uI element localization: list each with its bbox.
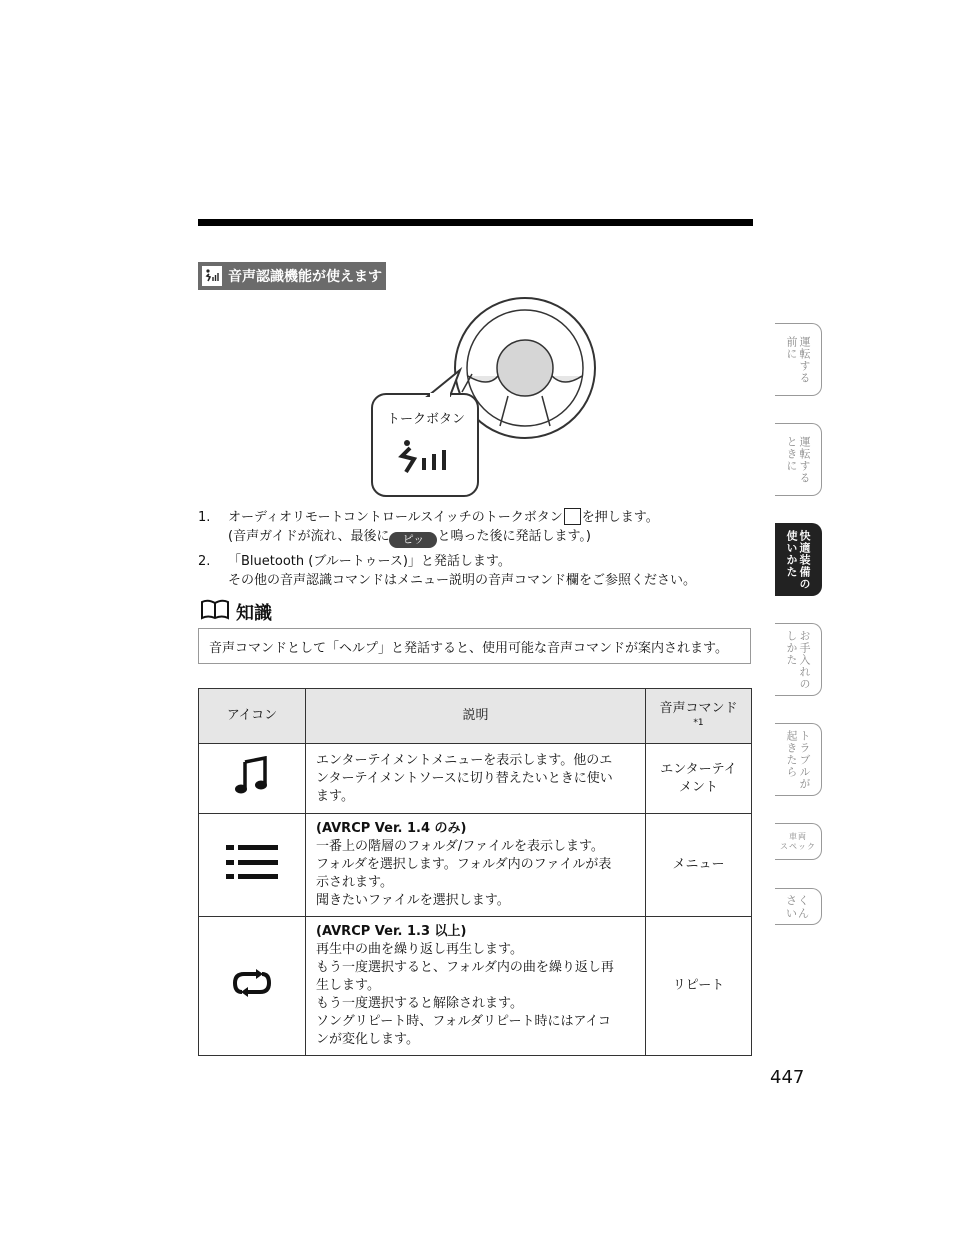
- header-cmd: 音声コマンド *1: [646, 689, 752, 744]
- icon-table: [198, 688, 752, 1056]
- step-1: [198, 508, 758, 548]
- talk-button-icon: [564, 508, 581, 525]
- row-command: リピート: [646, 917, 752, 1056]
- table-row: [199, 917, 752, 1056]
- step-2: [198, 552, 758, 590]
- side-tab-while-driving[interactable]: 運転する ときに: [775, 423, 822, 496]
- beep-sound-icon: ピッ: [389, 532, 437, 548]
- banner-label: 音声認識機能が使えます: [228, 269, 382, 285]
- row-command: エンターテイ メント: [646, 744, 752, 814]
- step-text: 「Bluetooth (ブルートゥース)」と発話します。: [228, 554, 511, 569]
- step-text: を押します。: [581, 510, 659, 525]
- table-header: [199, 689, 752, 744]
- voice-recognition-banner: [198, 262, 386, 290]
- row-description: (AVRCP Ver. 1.3 以上) 再生中の曲を繰り返し再生します。 もう一度選択すると、フォルダ内の曲を繰り返し再 生します。 もう一度選択すると解除されます。 ソングリピート時、フォルダリピート時にはアイコ ンが変化します。: [306, 917, 646, 1056]
- row-description: (AVRCP Ver. 1.4 のみ) 一番上の階層のフォルダ/ファイルを表示します。 フォルダを選択します。フォルダ内のファイルが表 示されます。 聞きたいファイルを選択します。: [306, 814, 646, 917]
- table-row: [199, 814, 752, 917]
- knowledge-heading: [200, 598, 272, 625]
- side-tab-maintenance[interactable]: お手入れの しかた: [775, 623, 822, 696]
- step-text: (音声ガイドが流れ、最後に: [228, 529, 390, 544]
- repeat-icon: [199, 917, 306, 1056]
- book-icon: [200, 598, 230, 625]
- table-row: [199, 744, 752, 814]
- callout-label: トークボタン: [386, 412, 465, 427]
- top-rule: [198, 219, 753, 226]
- step-text: その他の音声認識コマンドはメニュー説明の音声コマンド欄をご参照ください。: [228, 573, 697, 588]
- step-number: 2.: [198, 554, 211, 569]
- steering-wheel-figure: [360, 296, 600, 506]
- knowledge-note: [198, 628, 751, 664]
- row-description: エンターテイメントメニューを表示します。他のエ ンターテイメントソースに切り替えたいときに使い ます。: [306, 744, 646, 814]
- knowledge-title: 知識: [236, 602, 272, 624]
- page-number: 447: [770, 1067, 805, 1088]
- step-number: 1.: [198, 510, 211, 525]
- note-text: 音声コマンドとして「ヘルプ」と発話すると、使用可能な音声コマンドが案内されます。: [209, 640, 728, 656]
- side-tab-index[interactable]: さく いん: [775, 888, 822, 925]
- row-command: メニュー: [646, 814, 752, 917]
- header-icon: アイコン: [199, 689, 306, 744]
- side-tab-comfort-equipment[interactable]: 快適装備の 使いかた: [775, 523, 822, 596]
- instruction-steps: [198, 508, 758, 590]
- side-tab-specs[interactable]: 車両 スペック: [775, 823, 822, 860]
- music-note-icon: [199, 744, 306, 814]
- header-desc: 説明: [306, 689, 646, 744]
- step-text: オーディオリモートコントロールスイッチのトークボタン: [228, 510, 563, 525]
- voice-talk-icon: [202, 266, 222, 286]
- step-text: と鳴った後に発話します。): [437, 529, 592, 544]
- side-tab-before-driving[interactable]: 運転する 前に: [775, 323, 822, 396]
- side-tab-trouble[interactable]: トラブルが 起きたら: [775, 723, 822, 796]
- list-icon: [199, 814, 306, 917]
